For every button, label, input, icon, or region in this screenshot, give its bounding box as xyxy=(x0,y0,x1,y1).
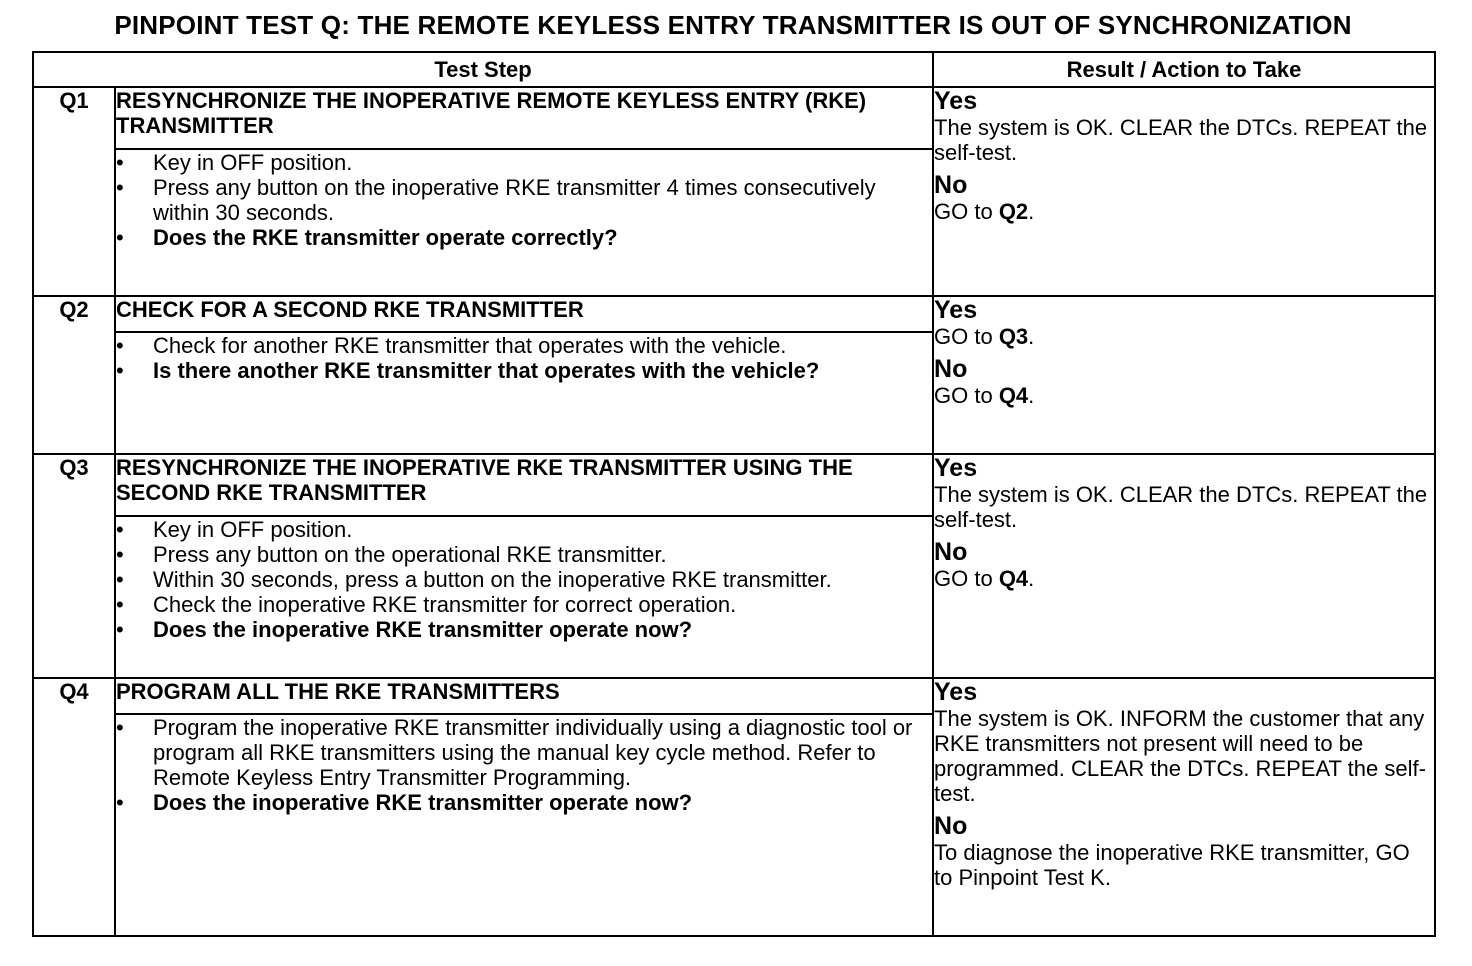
result-yes-label: Yes xyxy=(934,454,978,482)
step-title-q1: RESYNCHRONIZE THE INOPERATIVE REMOTE KEYLESS ENTRY (RKE) TRANSMITTER xyxy=(115,87,933,149)
list-item-text: Program the inoperative RKE transmitter individually using a diagnostic tool or program all RKE transmitters using the manual key cycle method. Refer to Remote Keyless Entry Transmitter Programming. xyxy=(153,715,913,790)
result-no-prefix: GO to xyxy=(934,383,999,408)
list-item-text: Press any button on the operational RKE transmitter. xyxy=(153,542,667,567)
list-item-text: Check the inoperative RKE transmitter for correct operation. xyxy=(153,592,737,617)
list-item-text: Press any button on the inoperative RKE transmitter 4 times consecutively within 30 seconds. xyxy=(153,175,876,225)
list-item xyxy=(116,333,932,358)
result-yes-label: Yes xyxy=(934,296,978,324)
list-item-text: Key in OFF position. xyxy=(153,150,353,175)
bullet-icon: • xyxy=(116,225,124,250)
result-no-label: No xyxy=(934,171,968,199)
table-header-row xyxy=(33,52,1435,87)
result-q4 xyxy=(933,678,1435,936)
step-body-q4 xyxy=(115,714,933,936)
step-id-q3: Q3 xyxy=(33,454,115,678)
result-no-suffix: . xyxy=(1028,383,1035,408)
step-title-q2: CHECK FOR A SECOND RKE TRANSMITTER xyxy=(115,296,933,332)
bullet-icon: • xyxy=(116,715,124,740)
result-no-text xyxy=(934,383,1434,408)
list-item-text: Does the inoperative RKE transmitter operate now? xyxy=(153,617,693,642)
page-title: PINPOINT TEST Q: THE REMOTE KEYLESS ENTRY TRANSMITTER IS OUT OF SYNCHRONIZATION xyxy=(114,10,1352,40)
list-item-text: Does the inoperative RKE transmitter operate now? xyxy=(153,790,693,815)
result-no-text xyxy=(934,566,1434,591)
list-item-text: Does the RKE transmitter operate correctly? xyxy=(153,225,618,250)
bullet-icon: • xyxy=(116,617,124,642)
result-yes-text xyxy=(934,324,1434,349)
header-test-step: Test Step xyxy=(33,52,933,87)
step-q4-title-row xyxy=(33,678,1435,714)
result-no-ref: Q4 xyxy=(998,383,1029,408)
step-title-q4: PROGRAM ALL THE RKE TRANSMITTERS xyxy=(115,678,933,714)
list-item xyxy=(116,592,932,617)
bullet-icon: • xyxy=(116,592,124,617)
result-no-ref: Q4 xyxy=(998,566,1029,591)
list-item xyxy=(116,225,932,250)
result-yes-text: The system is OK. CLEAR the DTCs. REPEAT the self-test. xyxy=(934,482,1428,532)
result-yes-text: The system is OK. INFORM the customer that any RKE transmitters not present will need to be programmed. CLEAR the DTCs. REPEAT the self-test. xyxy=(934,706,1426,806)
result-no-suffix: . xyxy=(1028,199,1035,224)
step-body-q3 xyxy=(115,516,933,678)
header-result-action: Result / Action to Take xyxy=(933,52,1435,87)
list-item xyxy=(116,150,932,175)
step-items-q2 xyxy=(116,333,932,383)
bullet-icon: • xyxy=(116,333,124,358)
step-id-q4: Q4 xyxy=(33,678,115,936)
result-yes-label: Yes xyxy=(934,678,978,706)
list-item-text: Within 30 seconds, press a button on the inoperative RKE transmitter. xyxy=(153,567,832,592)
bullet-icon: • xyxy=(116,567,124,592)
result-no-label: No xyxy=(934,355,968,383)
result-no-prefix: GO to xyxy=(934,566,999,591)
bullet-icon: • xyxy=(116,517,124,542)
list-item-text: Is there another RKE transmitter that operates with the vehicle? xyxy=(153,358,820,383)
step-items-q4 xyxy=(116,715,932,815)
result-q1 xyxy=(933,87,1435,296)
bullet-icon: • xyxy=(116,175,124,200)
list-item xyxy=(116,175,932,225)
result-no-text xyxy=(934,199,1434,224)
step-body-q1 xyxy=(115,149,933,296)
result-no-suffix: . xyxy=(1028,566,1035,591)
step-body-q2 xyxy=(115,332,933,454)
step-items-q1 xyxy=(116,150,932,250)
list-item xyxy=(116,617,932,642)
pinpoint-test-table xyxy=(32,51,1436,937)
result-yes-suffix: . xyxy=(1028,324,1035,349)
result-q3 xyxy=(933,454,1435,678)
step-items-q3 xyxy=(116,517,932,642)
result-yes-ref: Q3 xyxy=(998,324,1029,349)
list-item xyxy=(116,542,932,567)
step-q1-title-row xyxy=(33,87,1435,149)
result-no-prefix: GO to xyxy=(934,199,999,224)
step-title-q3: RESYNCHRONIZE THE INOPERATIVE RKE TRANSMITTER USING THE SECOND RKE TRANSMITTER xyxy=(115,454,933,516)
step-q2-title-row xyxy=(33,296,1435,332)
result-yes-prefix: GO to xyxy=(934,324,999,349)
result-no-ref: Q2 xyxy=(998,199,1029,224)
result-no-label: No xyxy=(934,538,968,566)
result-yes-text: The system is OK. CLEAR the DTCs. REPEAT the self-test. xyxy=(934,115,1428,165)
bullet-icon: • xyxy=(116,150,124,175)
step-id-q1: Q1 xyxy=(33,87,115,296)
bullet-icon: • xyxy=(116,358,124,383)
result-no-text: To diagnose the inoperative RKE transmitter, GO to Pinpoint Test K. xyxy=(934,840,1410,890)
list-item xyxy=(116,715,932,790)
result-q2 xyxy=(933,296,1435,454)
list-item xyxy=(116,517,932,542)
step-q3-title-row xyxy=(33,454,1435,516)
result-no-label: No xyxy=(934,812,968,840)
list-item xyxy=(116,358,932,383)
bullet-icon: • xyxy=(116,542,124,567)
bullet-icon: • xyxy=(116,790,124,815)
list-item xyxy=(116,567,932,592)
result-yes-label: Yes xyxy=(934,87,978,115)
list-item xyxy=(116,790,932,815)
step-id-q2: Q2 xyxy=(33,296,115,454)
list-item-text: Check for another RKE transmitter that operates with the vehicle. xyxy=(153,333,787,358)
list-item-text: Key in OFF position. xyxy=(153,517,353,542)
